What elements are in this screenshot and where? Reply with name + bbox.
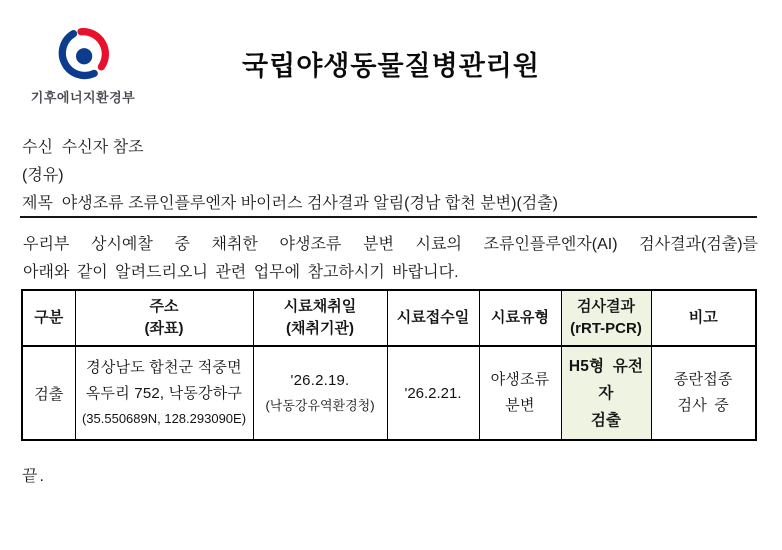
cell-address: 경상남도 합천군 적중면 옥두리 752, 낙동강하구 (35.550689N, 128.293090E) [75, 346, 253, 440]
body-paragraph-line-1: 우리부 상시예찰 중 채취한 야생조류 분변 시료의 조류인플루엔자(AI) 검사결과(검출)를 [23, 236, 758, 253]
via-line: (경유) [22, 167, 64, 184]
ministry-name: 기후에너지환경부 [30, 90, 136, 105]
cell-collection-date: '26.2.19. (낙동강유역환경청) [253, 346, 387, 440]
cell-category: 검출 [22, 346, 75, 440]
document-title: 국립야생동물질병관리원 [242, 51, 540, 81]
cell-receipt-date: '26.2.21. [387, 346, 479, 440]
table-header-row [22, 290, 756, 346]
cell-test-result: H5형 유전자 검출 [561, 346, 651, 440]
cell-sample-type: 야생조류 분변 [479, 346, 561, 440]
recipient-line: 수신 수신자 참조 [22, 139, 144, 156]
test-result-table [21, 289, 757, 441]
col-header-sample-type: 시료유형 [479, 290, 561, 346]
end-of-document-mark: 끝. [22, 468, 46, 485]
col-header-note: 비고 [651, 290, 756, 346]
cell-note: 종란접종 검사 중 [651, 346, 756, 440]
col-header-address: 주소 (좌표) [75, 290, 253, 346]
body-paragraph-line-2: 아래와 같이 알려드리오니 관련 업무에 참고하시기 바랍니다. [23, 264, 459, 281]
subject-line: 제목 야생조류 조류인플루엔자 바이러스 검사결과 알림(경남 합천 분변)(검출) [22, 195, 559, 212]
col-header-receipt-date: 시료접수일 [387, 290, 479, 346]
table-row [22, 346, 756, 440]
col-header-category: 구분 [22, 290, 75, 346]
col-header-test-result: 검사결과 (rRT-PCR) [561, 290, 651, 346]
horizontal-divider [20, 216, 757, 218]
col-header-collection-date: 시료채취일 (채취기관) [253, 290, 387, 346]
